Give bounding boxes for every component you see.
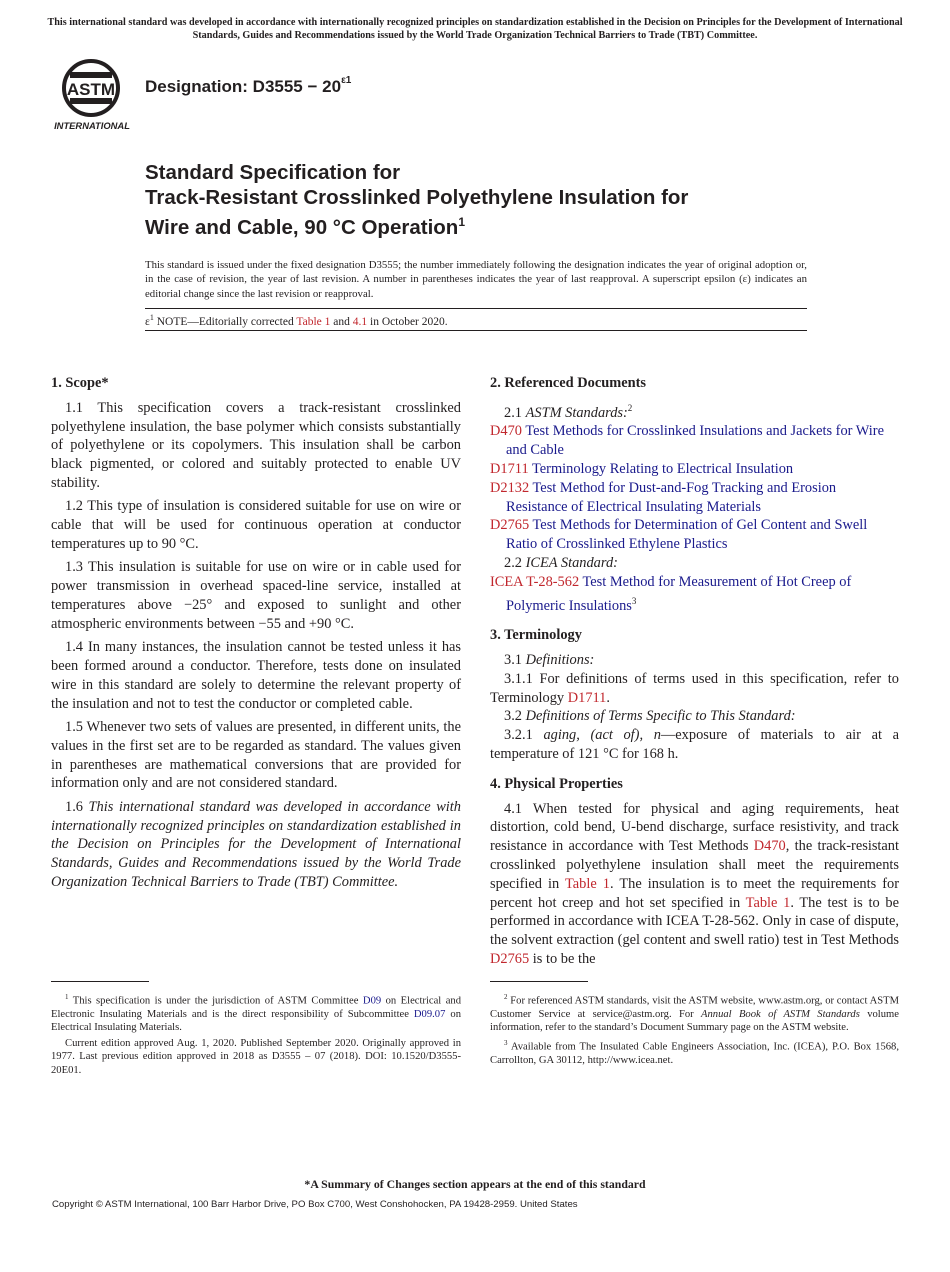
- right-column: [490, 374, 899, 969]
- term-para: 3.2.1 aging, (act of), n—exposure of materials to air at a temperature of 121 °C for 168 h.: [490, 727, 899, 762]
- editorial-note: $\varepsilon^1$ NOTE—Editorially corrected Table 1 and 4.1 in October 2020.: [145, 313, 448, 328]
- edition-note: Current edition approved Aug. 1, 2020. Published September 2020. Originally approved in 1977. Last previous edition approved in 2018 as D3555 – 07 (2018). DOI: 10.1520/D3555-20E01.: [51, 1037, 461, 1076]
- designation-sup: ε1: [341, 75, 352, 87]
- header-note: This international standard was developed in accordance with internationally recognized principles on standardization established in the Decision on Principles for the Development of International Standards, Guides and Recommendations issued by the World Trade Organization Technical Barriers to Trade (TBT) Committee.: [47, 17, 903, 41]
- title-line-2: Track-Resistant Crosslinked Polyethylene Insulation for: [145, 186, 689, 209]
- ref-code-link[interactable]: D470: [490, 423, 522, 440]
- reference-item: [490, 516, 899, 554]
- reference-item: [490, 479, 899, 517]
- scope-para: 1.5 Whenever two sets of values are presented, in different units, the values in the first set are to be regarded as standard. The values given in parentheses are mathematical conversions that are provided for information only and are not considered standard.: [51, 718, 461, 792]
- astm-logo-icon: [52, 58, 134, 132]
- section-heading: 3. Terminology: [490, 627, 582, 644]
- scope-para: 1.6 This international standard was developed in accordance with internationally recognized principles on standardization established in the Decision on Principles for the Development of International Standards, Guides and Recommendations issued by the World Trade Organization Technical Barriers to Trade (TBT) Committee.: [51, 798, 461, 890]
- astm-logo: [52, 58, 134, 132]
- link-d09-07[interactable]: D09.07: [413, 1008, 446, 1020]
- link-table-1[interactable]: Table 1: [745, 894, 791, 911]
- section-heading: 1. Scope*: [51, 375, 109, 391]
- term-para: 3.2 Definitions of Terms Specific to This Standard:: [504, 708, 796, 725]
- ref-title-link[interactable]: Test Methods for Determination of Gel Content and Swell Ratio of Crosslinked Ethylene Plastics: [506, 517, 868, 553]
- section-heading: 4. Physical Properties: [490, 775, 623, 792]
- link-table-1[interactable]: Table 1: [564, 875, 610, 892]
- section-heading: 2. Referenced Documents: [490, 375, 646, 391]
- footnote-rule-right: [490, 981, 588, 982]
- link-d470[interactable]: D470: [753, 838, 786, 855]
- reference-item: ICEA T-28-562 Test Method for Measurement of Hot Creep of Polymeric Insulations$^3$: [490, 573, 852, 614]
- ref-code-link[interactable]: ICEA T-28-562: [490, 573, 580, 590]
- copyright-line: Copyright © ASTM International, 100 Barr Harbor Drive, PO Box C700, West Conshohocken, PA 19428-2959. United States: [52, 1199, 578, 1210]
- link-d2765[interactable]: D2765: [490, 950, 530, 967]
- left-column: [51, 374, 461, 892]
- title-line-1: Standard Specification for: [145, 161, 401, 184]
- footnotes-right: [490, 991, 899, 1067]
- ref-title-link[interactable]: Terminology Relating to Electrical Insulation: [528, 460, 794, 477]
- term-para: 3.1.1 For definitions of terms used in this specification, refer to Terminology D1711.: [490, 670, 899, 706]
- physical-para: 4.1 When tested for physical and aging requirements, heat distortion, cold bend, U-bend discharge, surface resistivity, and track resistance in accordance with Test Methods D470, the track-resistant crosslinked polyethylene insulation shall meet the requirements specified in Table 1. The insulation is to meet the requirements for percent hot creep and hot set specified in Table 1. The test is to be performed in accordance with ICEA T-28-562. Only in case of dispute, the solvent extraction (gel content and swell ratio) test in Test Methods D2765 is to be the: [490, 800, 900, 967]
- ref-code-link[interactable]: D2132: [490, 479, 530, 496]
- term-para: 3.1 Definitions:: [504, 651, 595, 668]
- scope-para: 1.2 This type of insulation is considered suitable for use on wire or cable that will be used for continuous operation at conductor temperatures up to 90 °C.: [51, 498, 461, 552]
- footnote-3: $^3$ Available from The Insulated Cable Engineers Association, Inc. (ICEA), P.O. Box 1568, Carrollton, GA 30112, http://www.icea.net.: [490, 1038, 899, 1066]
- divider-top: [145, 308, 807, 309]
- summary-of-changes-note: *A Summary of Changes section appears at the end of this standard: [304, 1177, 646, 1191]
- reference-item: [490, 422, 899, 460]
- footnote-1: $^1$ This specification is under the jurisdiction of ASTM Committee D09 on Electrical and Electronic Insulating Materials and is the direct responsibility of Subcommittee D09.07 on Electrical Insulating Materials.: [51, 993, 461, 1034]
- logo-wordmark: INTERNATIONAL: [54, 120, 130, 131]
- title-footnote-ref: 1: [458, 215, 465, 229]
- reference-item: [490, 460, 899, 479]
- scope-para: 1.3 This insulation is suitable for use on wire or in cable used for power transmission in overhead spaced-line service, installed at temperatures above −25° and exposed to sunlight and other atmospheric environments between −55 and +90 °C.: [51, 559, 461, 632]
- footnote-rule-left: [51, 981, 149, 982]
- scope-para: 1.4 In many instances, the insulation cannot be tested unless it has been formed around a conductor. Therefore, tests done on insulated wire in this standard are solely to determine the relevant property of the insulation and not to test the conductor or completed cable.: [51, 639, 461, 712]
- link-d1711[interactable]: D1711: [567, 689, 607, 706]
- document-title: [145, 160, 845, 240]
- designation-label: Designation: D3555 − 20: [145, 77, 342, 96]
- ref-title-link[interactable]: Test Method for Measurement of Hot Creep of Polymeric Insulations: [506, 573, 852, 614]
- issued-note: This standard is issued under the fixed designation D3555; the number immediately following the designation indicates the year of original adoption or, in the case of revision, the year of last revision. A number in parentheses indicates the year of last reapproval. A superscript epsilon (ε) indicates an editorial change since the last revision or reapproval.: [145, 259, 807, 300]
- icea-standard-label: 2.2 ICEA Standard:: [504, 554, 618, 571]
- ref-code-link[interactable]: D1711: [490, 460, 529, 477]
- ref-title-link[interactable]: Test Method for Dust-and-Fog Tracking and Erosion Resistance of Electrical Insulating Materials: [506, 479, 837, 515]
- link-section-4-1[interactable]: 4.1: [352, 315, 368, 328]
- astm-standards-label: 2.1 ASTM Standards:$^2$: [504, 402, 633, 421]
- link-d09[interactable]: D09: [362, 995, 382, 1007]
- title-line-3: Wire and Cable, 90 °C Operation$^1$: [145, 215, 465, 239]
- divider-bottom: [145, 330, 807, 331]
- logo-letters: ASTM: [66, 80, 116, 99]
- link-table-1[interactable]: Table 1: [296, 315, 331, 328]
- ref-code-link[interactable]: D2765: [490, 517, 530, 534]
- footnote-2: $^2$ For referenced ASTM standards, visit the ASTM website, www.astm.org, or contact ASTM Customer Service at service@astm.org. For Annual Book of ASTM Standards volume information, refer to the standard’s Document Summary page on the ASTM website.: [490, 993, 899, 1034]
- scope-para: 1.1 This specification covers a track-resistant crosslinked polyethylene insulation, the base polymer which consists substantially of polyethylene or its copolymers. This insulation shall be carbon black pigmented, or colored and suitably protected to enable UV stability.: [51, 399, 461, 491]
- footnotes-left: [51, 991, 461, 1077]
- ref-title-link[interactable]: Test Methods for Crosslinked Insulations and Jackets for Wire and Cable: [506, 423, 884, 459]
- designation: [145, 77, 351, 97]
